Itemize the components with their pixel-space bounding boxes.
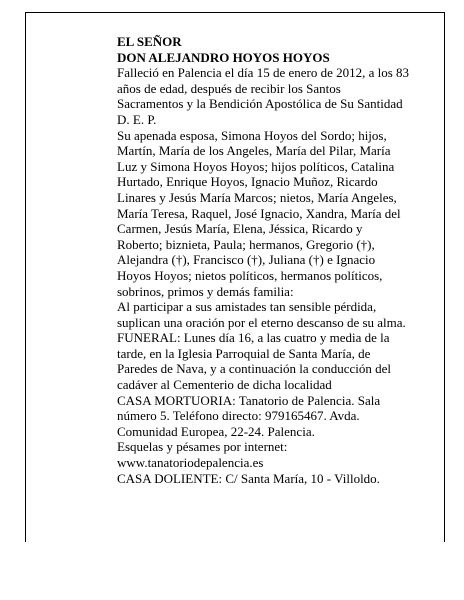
text-line: Al participar a sus amistades tan sensible pérdida, bbox=[117, 299, 377, 315]
heading-name: DON ALEJANDRO HOYOS HOYOS bbox=[117, 49, 330, 65]
text-line: sobrinos, primos y demás familia: bbox=[117, 283, 294, 299]
text-line: Hurtado, Enrique Hoyos, Ignacio Muñoz, Ricardo bbox=[117, 174, 378, 190]
text-line: Falleció en Palencia el día 15 de enero de 2012, a los 83 bbox=[117, 65, 410, 81]
text-line: CASA MORTUORIA: Tanatorio de Palencia. Sala bbox=[117, 392, 381, 408]
paragraph-internet bbox=[117, 439, 437, 470]
paragraph-funeral-home bbox=[117, 393, 437, 440]
paragraph-prayer-request bbox=[117, 299, 437, 330]
text-line: Luz y Simona Hoyos Hoyos; hijos políticos, Catalina bbox=[117, 158, 395, 174]
text-line: FUNERAL: Lunes día 16, a las cuatro y media de la bbox=[117, 330, 390, 346]
text-line: Paredes de Nava, y a continuación la conducción del bbox=[117, 361, 391, 377]
text-line: D. E. P. bbox=[117, 111, 157, 127]
text-line: Carmen, Jesús María, Elena, Jéssica, Ricardo y bbox=[117, 221, 363, 237]
paragraph-funeral bbox=[117, 330, 437, 392]
paragraph-death-details bbox=[117, 65, 437, 127]
text-line: Comunidad Europea, 22-24. Palencia. bbox=[117, 423, 315, 439]
text-line: Alejandra (†), Francisco (†), Juliana (†) e Ignacio bbox=[117, 252, 376, 268]
paragraph-family bbox=[117, 128, 437, 300]
text-line: Linares y Jesús María Marcos; nietos, María Angeles, bbox=[117, 189, 397, 205]
text-line: Martín, María de los Angeles, María del Pilar, María bbox=[117, 143, 391, 159]
text-line: Hoyos Hoyos; nietos políticos, hermanos políticos, bbox=[117, 267, 383, 283]
text-line: suplican una oración por el eterno descanso de su alma. bbox=[117, 314, 406, 330]
text-line: años de edad, después de recibir los Santos bbox=[117, 80, 341, 96]
text-line: tarde, en la Iglesia Parroquial de Santa María, de bbox=[117, 345, 371, 361]
heading-title: EL SEÑOR bbox=[117, 34, 182, 49]
text-line: número 5. Teléfono directo: 979165467. Avda. bbox=[117, 408, 360, 424]
text-line: Esquelas y pésames por internet: bbox=[117, 439, 288, 455]
obituary-notice bbox=[117, 34, 437, 486]
text-line: María Teresa, Raquel, José Ignacio, Xandra, María del bbox=[117, 205, 401, 221]
text-line: cadáver al Cementerio de dicha localidad bbox=[117, 377, 332, 393]
website-link: www.tanatoriodepalencia.es bbox=[117, 455, 264, 471]
text-line: Su apenada esposa, Simona Hoyos del Sordo; hijos, bbox=[117, 127, 387, 143]
text-line: Roberto; biznieta, Paula; hermanos, Gregorio (†), bbox=[117, 236, 375, 252]
paragraph-family-home bbox=[117, 471, 437, 487]
text-line: Sacramentos y la Bendición Apostólica de Su Santidad bbox=[117, 96, 403, 112]
text-line: CASA DOLIENTE: C/ Santa María, 10 - Villoldo. bbox=[117, 470, 380, 486]
